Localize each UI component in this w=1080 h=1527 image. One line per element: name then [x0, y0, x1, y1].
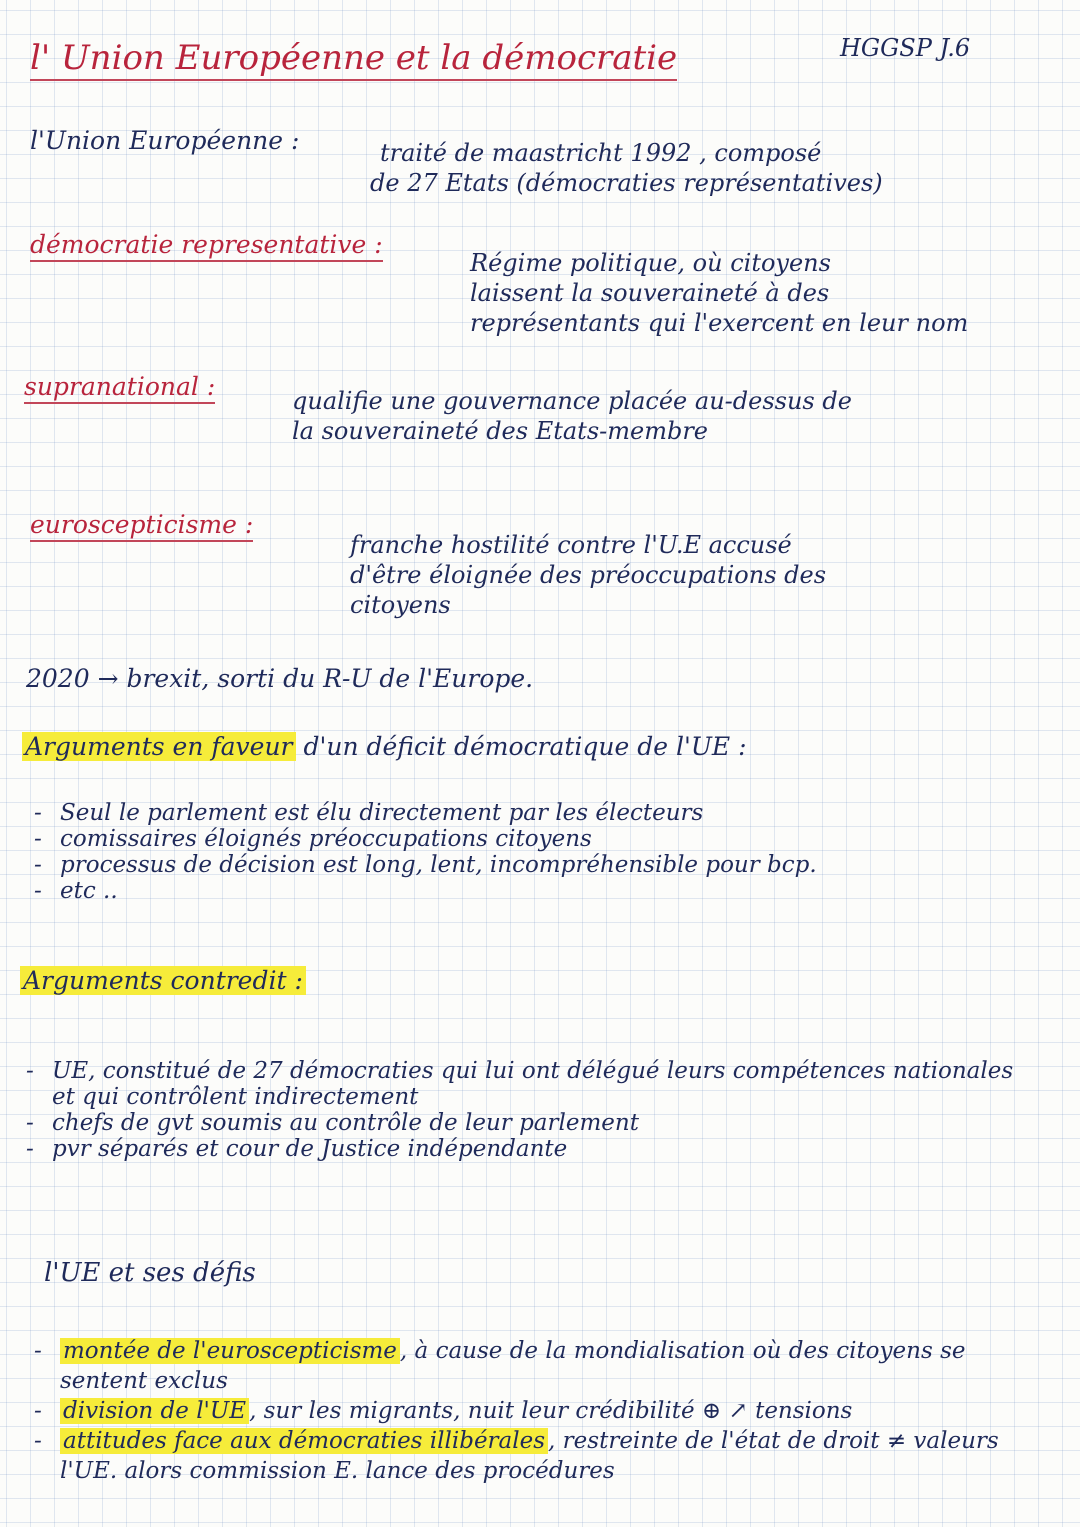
term-euroscepticism: euroscepticisme :: [30, 510, 253, 542]
definition-line: qualifie une gouvernance placée au-dessus de: [292, 387, 852, 415]
list-item: - comissaires éloignés préoccupations citoyens: [30, 826, 817, 852]
term-representative-democracy: démocratie representative :: [30, 230, 383, 262]
list-item: - pvr séparés et cour de Justice indépendante: [22, 1136, 1052, 1162]
list-item: - Seul le parlement est élu directement par les électeurs: [30, 800, 817, 826]
list-item: - chefs de gvt soumis au contrôle de leur parlement: [22, 1110, 1052, 1136]
definition-supranational-text: [292, 386, 852, 446]
page-title: [30, 38, 677, 78]
list-item: [30, 1396, 1040, 1426]
list-item: [30, 1336, 1040, 1396]
definition-representative-democracy: [30, 230, 383, 259]
definition-line: représentants qui l'exercent en leur nom: [470, 309, 969, 337]
arguments-for-highlight: Arguments en faveur: [22, 732, 296, 761]
arguments-for-list: [30, 800, 817, 904]
list-item: - processus de décision est long, lent, incompréhensible pour bcp.: [30, 852, 817, 878]
arguments-against-highlight: Arguments contredit :: [20, 966, 306, 995]
course-code: HGGSP J.6: [840, 34, 971, 62]
challenge-text: , restreinte de l'état de droit ≠ valeurs l'UE. alors commission E. lance des procédures: [60, 1428, 999, 1484]
challenge-highlight: montée de l'euroscepticisme: [60, 1338, 400, 1364]
definition-representative-democracy-text: [470, 248, 968, 338]
definition-line: Régime politique, où citoyens: [470, 249, 831, 277]
definition-line: la souveraineté des Etats-membre: [292, 417, 709, 445]
arguments-against-heading: [20, 966, 306, 995]
challenge-text: , à cause de la mondialisation où des citoyens se sentent exclus: [60, 1338, 966, 1394]
challenges-heading: l'UE et ses défis: [44, 1258, 256, 1288]
arguments-for-heading: [22, 732, 747, 761]
definition-eu: [30, 126, 299, 155]
definition-euroscepticism: [30, 510, 253, 539]
definition-eu-text: [370, 138, 883, 198]
challenge-highlight: division de l'UE: [60, 1398, 249, 1424]
definition-line: franche hostilité contre l'U.E accusé: [350, 531, 792, 559]
definition-eu-line: de 27 Etats (démocraties représentatives): [370, 169, 883, 197]
term-supranational: supranational :: [24, 372, 215, 404]
challenge-highlight: attitudes face aux démocraties illibérales: [60, 1428, 548, 1454]
list-item: - UE, constitué de 27 démocraties qui lui ont délégué leurs compétences nationales et qui contrôlent indirectement: [22, 1058, 1032, 1110]
definition-eu-line: traité de maastricht 1992 , composé: [380, 139, 822, 167]
definition-line: citoyens: [350, 591, 451, 619]
arguments-against-list: [22, 1058, 1052, 1162]
page-title-text: l' Union Européenne et la démocratie: [30, 38, 677, 81]
challenge-text: , sur les migrants, nuit leur crédibilité ⊕ ↗ tensions: [249, 1398, 853, 1424]
brexit-note: 2020 → brexit, sorti du R-U de l'Europe.: [26, 664, 534, 693]
term-eu: l'Union Européenne :: [30, 126, 300, 155]
definition-euroscepticism-text: [350, 530, 826, 620]
definition-line: laissent la souveraineté à des: [470, 279, 830, 307]
list-item: [30, 1426, 1040, 1486]
arguments-for-heading-rest: d'un déficit démocratique de l'UE :: [295, 732, 747, 761]
challenges-list: [30, 1336, 1060, 1486]
list-item: - etc ..: [30, 878, 817, 904]
definition-line: d'être éloignée des préoccupations des: [350, 561, 827, 589]
definition-supranational: [24, 372, 215, 401]
